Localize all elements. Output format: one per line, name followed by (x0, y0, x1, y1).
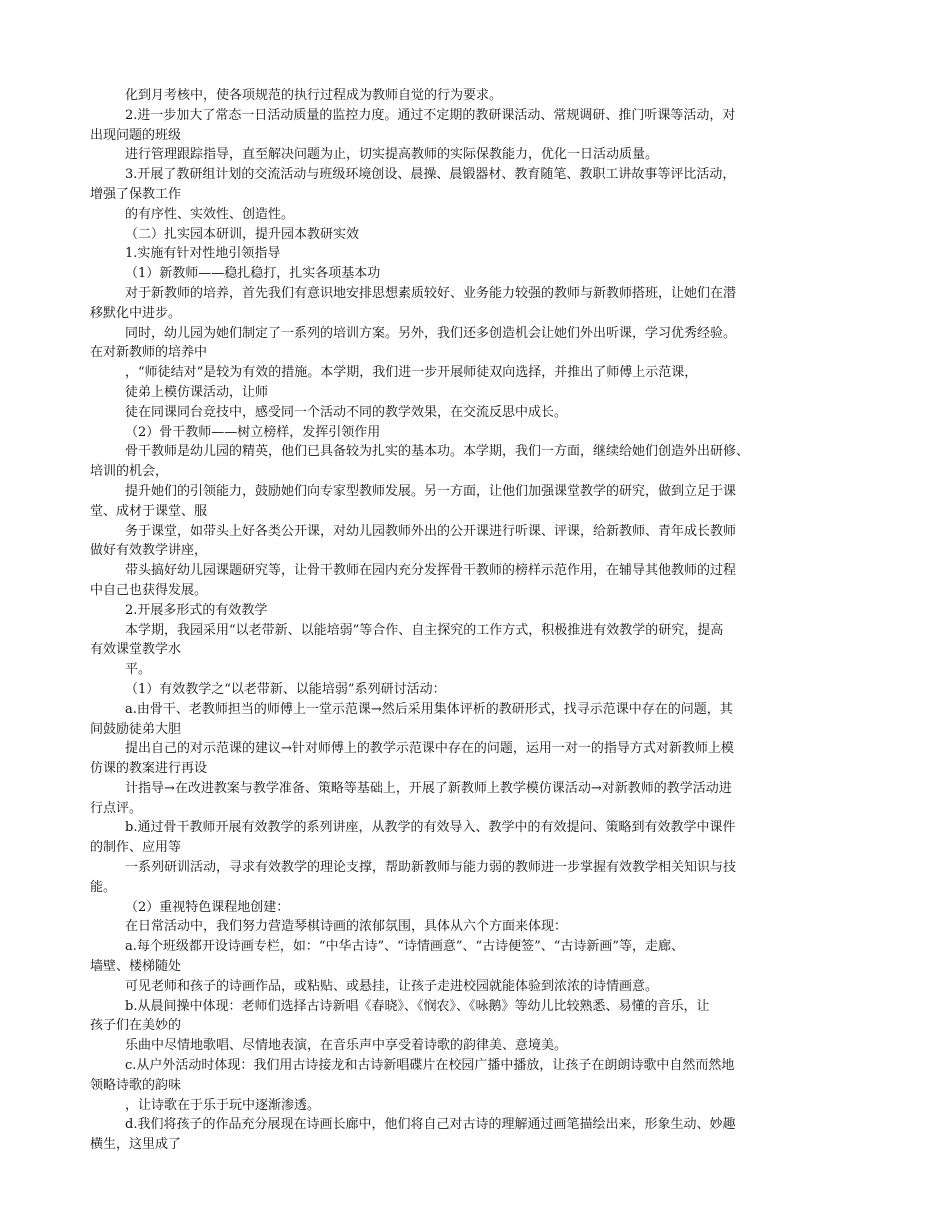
text-line: 务于课堂，如带头上好各类公开课，对幼儿园教师外出的公开课进行听课、评课，给新教师、青年成长教师 (125, 523, 737, 539)
text-line: ，“师徒结对”是较为有效的措施。本学期，我们进一步开展师徒双向选择，并推出了师傅上示范课， (125, 365, 698, 381)
text-line: 平。 (125, 662, 152, 678)
text-line: 同时，幼儿园为她们制定了一系列的培训方案。另外，我们还多创造机会让她们外出听课，学习优秀经验。 (125, 325, 737, 341)
text-line: 一系列研训活动，寻求有效教学的理论支撑，帮助新教师与能力弱的教师进一步掌握有效教学相关知识与技 (125, 860, 737, 876)
text-line: 本学期，我园采用“以老带新、以能培弱”等合作、自主探究的工作方式，积极推进有效教学的研究，提高 (125, 622, 724, 638)
text-line: 在日常活动中，我们努力营造琴棋诗画的浓郁氛围，具体从六个方面来体现： (125, 919, 568, 935)
text-line: 化到月考核中，使各项规范的执行过程成为教师自觉的行为要求。 (125, 88, 503, 103)
text-line: 2.开展多形式的有效教学 (125, 602, 268, 618)
text-line: b.从晨间操中体现：老师们选择古诗新唱《春晓》、《悯农》、《咏鹅》等幼儿比较熟悉、易懂的音乐，让 (125, 998, 710, 1014)
text-line: a.由骨干、老教师担当的师傅上一堂示范课→然后采用集体评析的教研形式，找寻示范课中存在的问题，其 (125, 701, 733, 717)
text-line: （二）扎实园本研训，提升园本教研实效 (125, 226, 360, 242)
text-line: 堂、成材于课堂、服 (90, 503, 208, 519)
text-line: 进行管理跟踪指导，直至解决问题为止，切实提高教师的实际保教能力，优化一日活动质量。 (125, 147, 659, 163)
text-line: 中自己也获得发展。 (90, 582, 208, 598)
text-line: 的制作、应用等 (90, 840, 182, 856)
text-line: ，让诗歌在于乐于玩中逐渐渗透。 (125, 1097, 321, 1113)
text-line: 出现问题的班级 (90, 127, 182, 143)
text-line: 乐曲中尽情地歌唱、尽情地表演，在音乐声中享受着诗歌的韵律美、意境美。 (125, 1038, 568, 1054)
text-line: 培训的机会， (90, 464, 169, 480)
text-line: （2）重视特色课程地创建： (125, 899, 290, 915)
text-line: 行点评。 (90, 800, 143, 816)
text-line: 间鼓励徒弟大胆 (90, 721, 182, 737)
text-line: 能。 (90, 879, 117, 895)
text-line: （1）有效教学之“以老带新、以能培弱”系列研讨活动： (125, 681, 446, 697)
text-line: 增强了保教工作 (90, 186, 182, 202)
text-line: 带头搞好幼儿园课题研究等，让骨干教师在园内充分发挥骨干教师的榜样示范作用，在辅导其他教师的过程 (125, 563, 737, 579)
text-line: 领略诗歌的韵味 (90, 1077, 182, 1093)
text-line: 3.开展了教研组计划的交流活动与班级环境创设、晨操、晨锻器材、教育随笔、教职工讲故事等评比活动， (125, 167, 736, 183)
text-line: 提出自己的对示范课的建议→针对师傅上的教学示范课中存在的问题，运用一对一的指导方式对新教师上模 (125, 741, 734, 757)
text-line: c.从户外活动时体现：我们用古诗接龙和古诗新唱碟片在校园广播中播放，让孩子在朗朗诗歌中自然而然地 (125, 1058, 735, 1074)
text-line: 孩子们在美妙的 (90, 1018, 182, 1034)
text-line: 2.进一步加大了常态一日活动质量的监控力度。通过不定期的教研课活动、常规调研、推门听课等活动，对 (125, 107, 736, 123)
text-line: 可见老师和孩子的诗画作品，或粘贴、或悬挂，让孩子走进校园就能体验到浓浓的诗情画意。 (125, 978, 659, 994)
document-body (90, 86, 870, 1155)
text-line: 移默化中进步。 (90, 305, 182, 321)
text-line: 在对新教师的培养中 (90, 345, 208, 361)
text-line: 徒弟上模仿课活动，让师 (125, 384, 269, 400)
text-line: 的有序性、实效性、创造性。 (125, 206, 295, 222)
text-line: 墙壁、楼梯随处 (90, 959, 182, 975)
text-line: 对于新教师的培养，首先我们有意识地安排思想素质较好、业务能力较强的教师与新教师搭班，让她们在潜 (125, 285, 737, 301)
text-line: （2）骨干教师——树立榜样，发挥引领作用 (125, 424, 381, 440)
text-line: 骨干教师是幼儿园的精英，他们已具备较为扎实的基本功。本学期，我们一方面，继续给她们创造外出研修、 (125, 444, 750, 460)
text-line: 徒在同课同台竞技中，感受同一个活动不同的教学效果，在交流反思中成长。 (125, 404, 568, 420)
text-line: a.每个班级都开设诗画专栏，如：“中华古诗”、“诗情画意”、“古诗便签”、“古诗新画”等，走廊、 (125, 939, 685, 955)
text-line: 有效课堂教学水 (90, 642, 182, 658)
text-line: 计指导→在改进教案与教学准备、策略等基础上，开展了新教师上教学模仿课活动→对新教师的教学活动进 (125, 780, 732, 796)
text-line: 提升她们的引领能力，鼓励她们向专家型教师发展。另一方面，让他们加强课堂教学的研究，做到立足于课 (125, 483, 737, 499)
text-line: b.通过骨干教师开展有效教学的系列讲座，从教学的有效导入、教学中的有效提问、策略到有效教学中课件 (125, 820, 736, 836)
text-line: d.我们将孩子的作品充分展现在诗画长廊中，他们将自己对古诗的理解通过画笔描绘出来，形象生动、妙趣 (125, 1117, 736, 1133)
text-line: 仿课的教案进行再设 (90, 761, 208, 777)
text-line: 做好有效教学讲座， (90, 543, 208, 559)
text-line: 1.实施有针对性地引领指导 (125, 246, 281, 262)
text-line: 横生，这里成了 (90, 1137, 182, 1153)
text-line: （1）新教师——稳扎稳打，扎实各项基本功 (125, 266, 381, 282)
